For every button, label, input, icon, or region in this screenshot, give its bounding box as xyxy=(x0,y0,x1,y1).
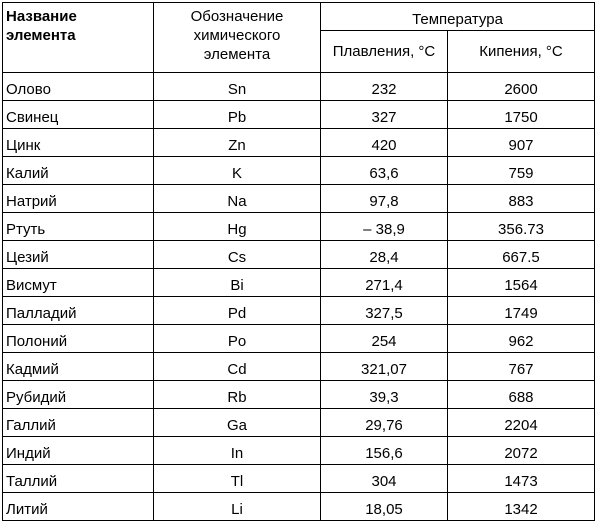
cell-element-name: Висмут xyxy=(3,269,154,297)
cell-boiling-point: 1473 xyxy=(448,465,595,493)
cell-element-name: Палладий xyxy=(3,297,154,325)
table-row xyxy=(3,157,595,185)
cell-element-name: Свинец xyxy=(3,101,154,129)
table-header xyxy=(3,3,595,73)
cell-boiling-point: 767 xyxy=(448,353,595,381)
table-row xyxy=(3,465,595,493)
cell-element-symbol: Sn xyxy=(154,73,321,101)
cell-boiling-point: 2204 xyxy=(448,409,595,437)
cell-element-symbol: Cs xyxy=(154,241,321,269)
cell-boiling-point: 907 xyxy=(448,129,595,157)
cell-melting-point: 327 xyxy=(321,101,448,129)
cell-boiling-point: 2072 xyxy=(448,437,595,465)
cell-element-symbol: Pb xyxy=(154,101,321,129)
cell-element-name: Литий xyxy=(3,493,154,521)
cell-element-name: Натрий xyxy=(3,185,154,213)
cell-element-name: Полоний xyxy=(3,325,154,353)
elements-temperature-table xyxy=(2,2,595,521)
header-element-name-line1: Название xyxy=(6,8,77,25)
cell-boiling-point: 1564 xyxy=(448,269,595,297)
table-row xyxy=(3,353,595,381)
table-row xyxy=(3,409,595,437)
cell-element-symbol: Tl xyxy=(154,465,321,493)
cell-boiling-point: 883 xyxy=(448,185,595,213)
cell-element-symbol: In xyxy=(154,437,321,465)
cell-melting-point: 97,8 xyxy=(321,185,448,213)
cell-element-symbol: Hg xyxy=(154,213,321,241)
cell-melting-point: 327,5 xyxy=(321,297,448,325)
cell-element-name: Олово xyxy=(3,73,154,101)
header-melting: Плавления, °C xyxy=(321,31,448,73)
cell-melting-point: 321,07 xyxy=(321,353,448,381)
table-row xyxy=(3,129,595,157)
cell-element-symbol: Cd xyxy=(154,353,321,381)
header-symbol-line3: элемента xyxy=(203,46,271,63)
cell-melting-point: 18,05 xyxy=(321,493,448,521)
cell-element-symbol: K xyxy=(154,157,321,185)
table-row xyxy=(3,241,595,269)
table-row xyxy=(3,297,595,325)
cell-element-symbol: Rb xyxy=(154,381,321,409)
cell-element-symbol: Zn xyxy=(154,129,321,157)
cell-element-symbol: Ga xyxy=(154,409,321,437)
cell-melting-point: 28,4 xyxy=(321,241,448,269)
header-element-name-line2: элемента xyxy=(6,27,76,44)
table-row xyxy=(3,325,595,353)
cell-melting-point: 39,3 xyxy=(321,381,448,409)
cell-boiling-point: 1342 xyxy=(448,493,595,521)
cell-element-name: Кадмий xyxy=(3,353,154,381)
table-row xyxy=(3,493,595,521)
cell-melting-point: 271,4 xyxy=(321,269,448,297)
cell-boiling-point: 759 xyxy=(448,157,595,185)
cell-melting-point: 232 xyxy=(321,73,448,101)
cell-melting-point: 254 xyxy=(321,325,448,353)
cell-element-symbol: Pd xyxy=(154,297,321,325)
table-row xyxy=(3,101,595,129)
cell-boiling-point: 1750 xyxy=(448,101,595,129)
header-symbol-line1: Обозначение xyxy=(190,8,284,25)
cell-boiling-point: 356.73 xyxy=(448,213,595,241)
cell-element-name: Индий xyxy=(3,437,154,465)
cell-melting-point: – 38,9 xyxy=(321,213,448,241)
cell-melting-point: 63,6 xyxy=(321,157,448,185)
header-boiling: Кипения, °C xyxy=(448,31,595,73)
cell-melting-point: 304 xyxy=(321,465,448,493)
cell-element-name: Калий xyxy=(3,157,154,185)
cell-element-name: Цинк xyxy=(3,129,154,157)
cell-melting-point: 420 xyxy=(321,129,448,157)
cell-element-symbol: Li xyxy=(154,493,321,521)
table-row xyxy=(3,381,595,409)
table-row xyxy=(3,73,595,101)
header-symbol-line2: химического xyxy=(193,27,281,44)
cell-element-name: Ртуть xyxy=(3,213,154,241)
header-element-name xyxy=(3,3,154,73)
table-row xyxy=(3,185,595,213)
table-body xyxy=(3,73,595,521)
cell-boiling-point: 688 xyxy=(448,381,595,409)
header-row-top xyxy=(3,3,595,31)
cell-melting-point: 29,76 xyxy=(321,409,448,437)
cell-element-name: Цезий xyxy=(3,241,154,269)
cell-element-name: Таллий xyxy=(3,465,154,493)
header-element-symbol xyxy=(154,3,321,73)
cell-melting-point: 156,6 xyxy=(321,437,448,465)
cell-element-symbol: Na xyxy=(154,185,321,213)
header-temperature: Температура xyxy=(321,3,595,31)
table-row xyxy=(3,269,595,297)
cell-element-symbol: Po xyxy=(154,325,321,353)
table-row xyxy=(3,213,595,241)
cell-element-name: Рубидий xyxy=(3,381,154,409)
cell-boiling-point: 667.5 xyxy=(448,241,595,269)
cell-boiling-point: 962 xyxy=(448,325,595,353)
table-row xyxy=(3,437,595,465)
cell-element-name: Галлий xyxy=(3,409,154,437)
cell-element-symbol: Bi xyxy=(154,269,321,297)
cell-boiling-point: 2600 xyxy=(448,73,595,101)
cell-boiling-point: 1749 xyxy=(448,297,595,325)
